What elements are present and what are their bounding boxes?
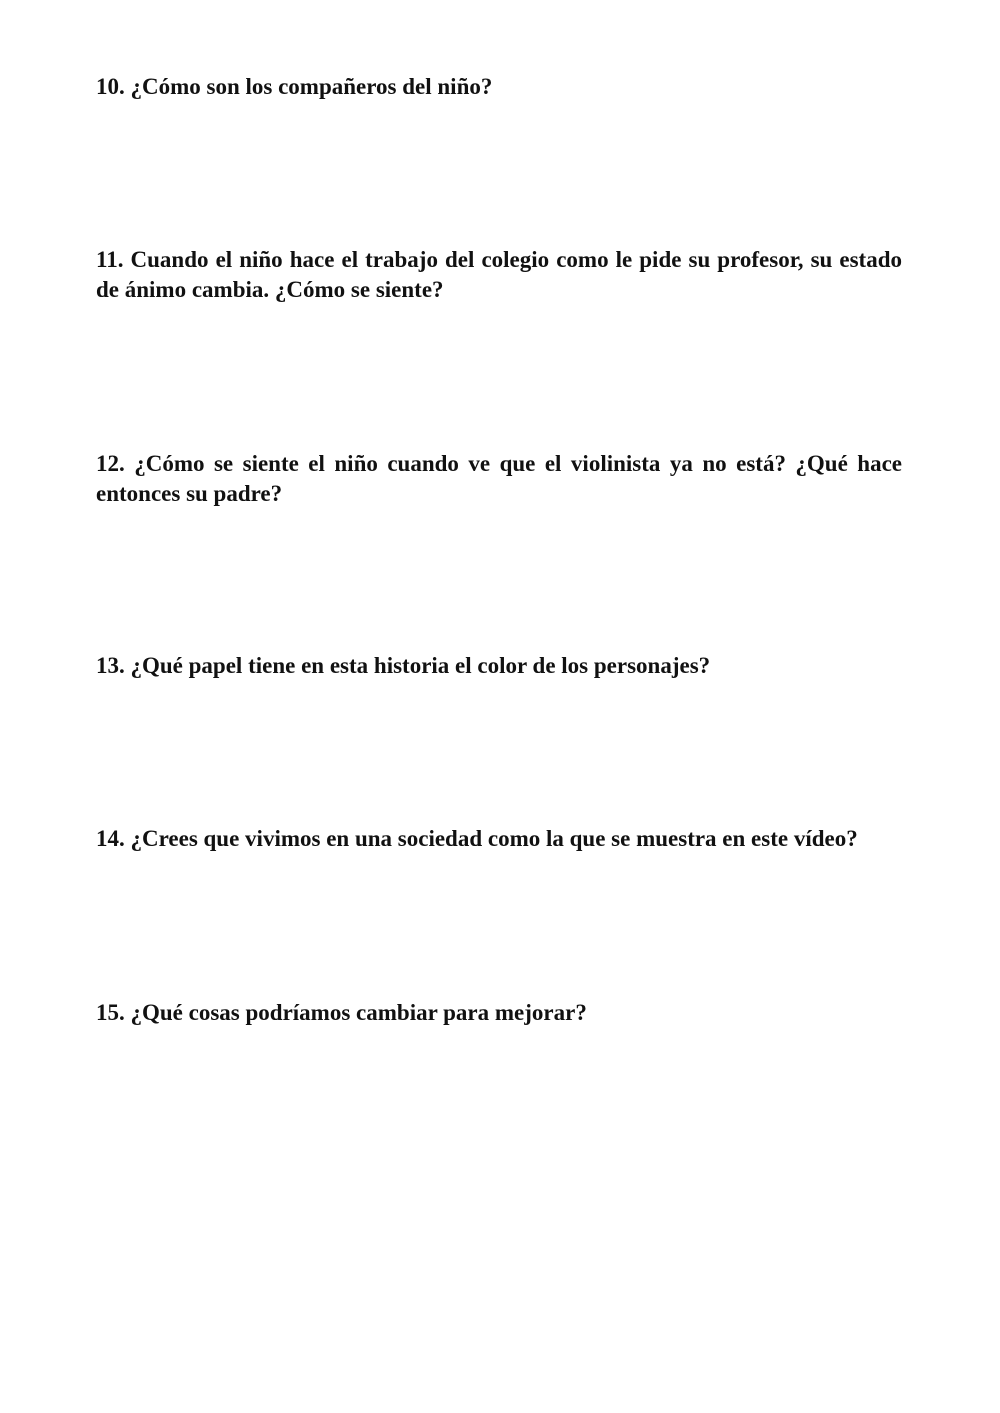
question-13: 13. ¿Qué papel tiene en esta historia el color de los personajes? [96,653,711,678]
question-14: 14. ¿Crees que vivimos en una sociedad como la que se muestra en este vídeo? [96,826,858,851]
question-12: 12. ¿Cómo se siente el niño cuando ve que el violinista ya no está? ¿Qué hace entonces su padre? [96,451,902,506]
question-10: 10. ¿Cómo son los compañeros del niño? [96,74,493,99]
question-11: 11. Cuando el niño hace el trabajo del colegio como le pide su profesor, su estado de ánimo cambia. ¿Cómo se siente? [96,247,902,302]
question-15: 15. ¿Qué cosas podríamos cambiar para mejorar? [96,1000,587,1025]
